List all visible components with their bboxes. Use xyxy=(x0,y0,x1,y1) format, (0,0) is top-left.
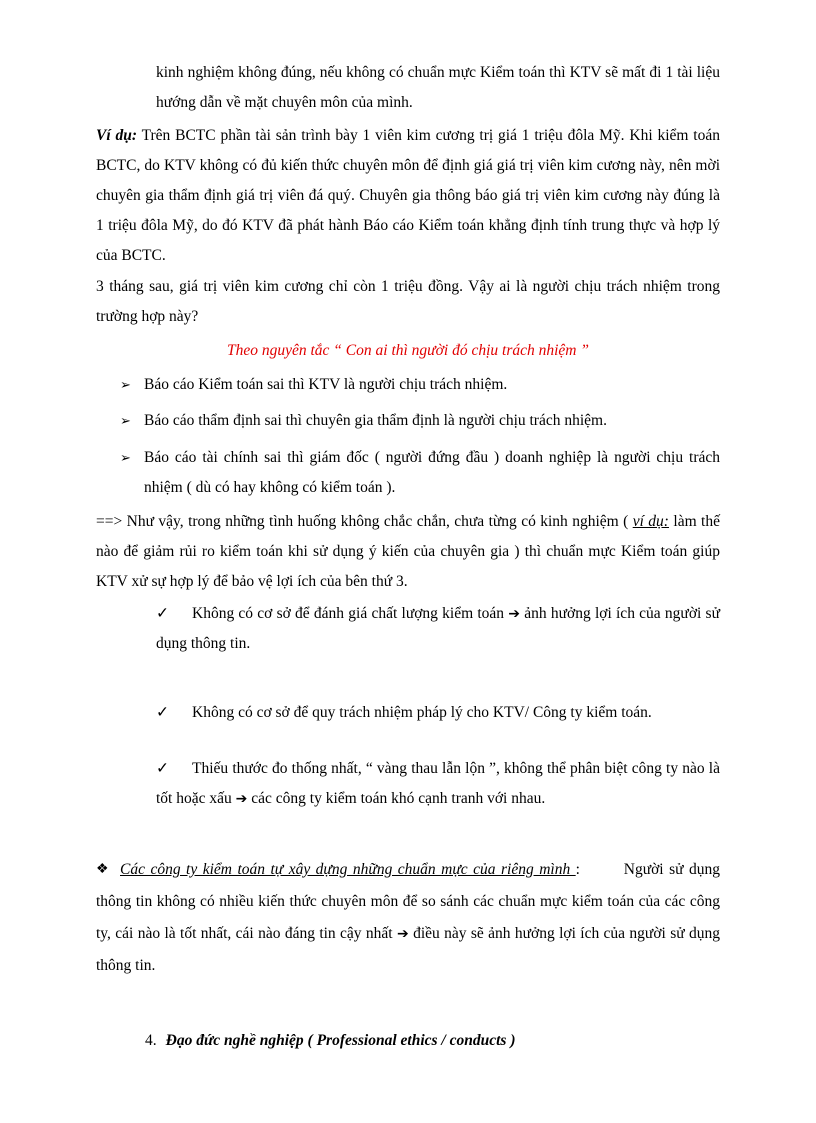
conclusion-text-before: ==> Như vậy, trong những tình huống không chắc chắn, chưa từng có kinh nghiệm ( xyxy=(96,513,633,530)
section-number: 4. xyxy=(145,1032,157,1049)
right-arrow-icon: ➔ xyxy=(396,926,409,942)
arrowhead-bullet-icon: ➢ xyxy=(120,450,131,465)
question-text: 3 tháng sau, giá trị viên kim cương chỉ còn 1 triệu đồng. Vậy ai là người chịu trách nhiệm trong trường hợp này? xyxy=(96,278,720,325)
check-text-before: Thiếu thước đo thống nhất, “ vàng thau lẫn lộn ”, không thể phân biệt công ty nào là tốt hoặc xấu xyxy=(156,760,720,807)
check-text-after: các công ty kiểm toán khó cạnh tranh với nhau. xyxy=(247,790,546,807)
example-label: Ví dụ: xyxy=(96,127,138,144)
conclusion-text-after: làm thế nào để giảm rủi ro kiểm toán khi sử dụng ý kiến của chuyên gia ) thì chuẩn mực Kiểm toán giúp KTV xử sự hợp lý để bảo vệ lợi ích của bên thứ 3. xyxy=(96,513,720,590)
companies-text-before: : Người sử dụng thông tin không có nhiều kiến thức chuyên môn để so sánh các chuẩn mực kiểm toán của các công ty, cái nào là tốt nhất, cái nào đáng tin cậy nhất xyxy=(96,861,724,942)
example-paragraph xyxy=(96,121,720,271)
right-arrow-icon: ➔ xyxy=(508,606,521,622)
right-arrow-icon: ➔ xyxy=(235,791,248,807)
diamond-bullet-icon: ❖ xyxy=(96,862,109,877)
section-title: Đạo đức nghề nghiệp ( Professional ethics / conducts ) xyxy=(165,1032,516,1049)
intro-paragraph xyxy=(156,58,720,118)
bullet-text: Báo cáo tài chính sai thì giám đốc ( người đứng đầu ) doanh nghiệp là người chịu trách nhiệm ( dù có hay không có kiểm toán ). xyxy=(144,449,720,496)
check-text-after: ảnh hưởng lợi ích của người sử dụng thông tin. xyxy=(156,605,720,652)
conclusion-example-label: ví dụ: xyxy=(632,513,669,530)
check-item xyxy=(156,754,720,814)
bullet-item xyxy=(120,370,720,400)
check-text-before: Không có cơ sở để đánh giá chất lượng kiểm toán xyxy=(192,605,509,622)
check-item xyxy=(156,599,720,659)
checkmark-icon: ✓ xyxy=(156,704,169,721)
principle-heading xyxy=(96,336,720,366)
section-heading xyxy=(145,1027,516,1055)
example-text: Trên BCTC phần tài sản trình bày 1 viên kim cương trị giá 1 triệu đôla Mỹ. Khi kiểm toán BCTC, do KTV không có đủ kiến thức chuyên môn để định giá giá trị viên kim cương này, nên mời chuyên gia thẩm định giá trị viên đá quý. Chuyên gia thông báo giá trị viên kim cương này đúng là 1 triệu đôla Mỹ, do đó KTV đã phát hành Báo cáo Kiểm toán khẳng định tính trung thực và hợp lý của BCTC. xyxy=(96,127,720,264)
check-item xyxy=(156,698,720,728)
companies-text-after: điều này sẽ ảnh hưởng lợi ích của người sử dụng thông tin. xyxy=(96,925,720,974)
arrowhead-bullet-icon: ➢ xyxy=(120,377,131,392)
intro-text: kinh nghiệm không đúng, nếu không có chuẩn mực Kiểm toán thì KTV sẽ mất đi 1 tài liệu hướng dẫn về mặt chuyên môn của mình. xyxy=(156,64,720,111)
arrowhead-bullet-icon: ➢ xyxy=(120,413,131,428)
bullet-text: Báo cáo thẩm định sai thì chuyên gia thẩm định là người chịu trách nhiệm. xyxy=(144,412,607,429)
checkmark-icon: ✓ xyxy=(156,760,169,777)
bullet-text: Báo cáo Kiểm toán sai thì KTV là người chịu trách nhiệm. xyxy=(144,376,508,393)
companies-paragraph xyxy=(96,854,724,982)
conclusion-paragraph xyxy=(96,507,720,597)
checkmark-icon: ✓ xyxy=(156,605,169,622)
principle-text: Theo nguyên tắc “ Con ai thì người đó chịu trách nhiệm ” xyxy=(226,342,589,359)
companies-heading: Các công ty kiểm toán tự xây dựng những chuẩn mực của riêng mình xyxy=(120,861,576,878)
bullet-item xyxy=(120,406,720,436)
check-text: Không có cơ sở để quy trách nhiệm pháp lý cho KTV/ Công ty kiểm toán. xyxy=(192,704,652,721)
question-paragraph xyxy=(96,272,720,332)
bullet-item xyxy=(120,443,720,503)
